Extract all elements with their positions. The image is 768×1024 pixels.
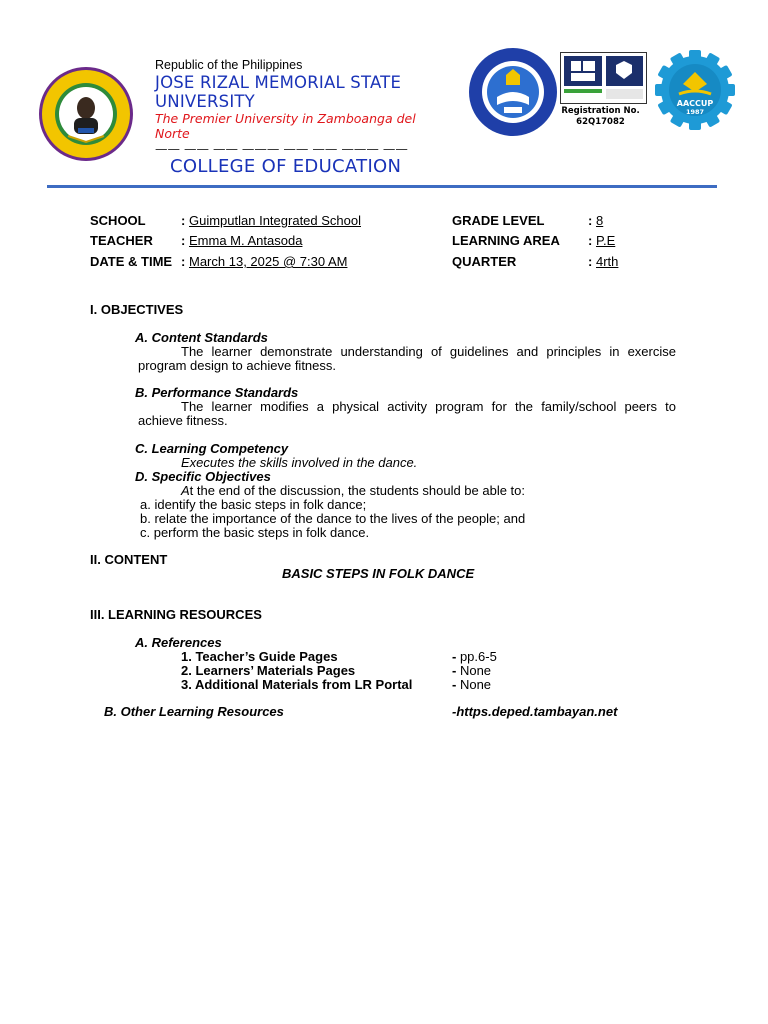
reference-dash: -: [452, 663, 457, 678]
iso-certification-badge: [560, 52, 647, 104]
grade-colon: :: [588, 213, 593, 228]
content-standards-heading: A. Content Standards: [135, 330, 268, 345]
learning-competency-heading: C. Learning Competency: [135, 441, 289, 456]
area-colon: :: [588, 233, 593, 248]
reference-value: [452, 649, 497, 664]
specific-objectives-intro: [181, 483, 525, 498]
grade-label: GRADE LEVEL: [452, 213, 545, 228]
lesson-title: BASIC STEPS IN FOLK DANCE: [282, 566, 475, 581]
school-value: Guimputlan Integrated School: [189, 213, 361, 228]
quarter-value: 4rth: [596, 254, 619, 269]
content-heading: II. CONTENT: [90, 552, 168, 567]
aaccup-label: AACCUP: [676, 99, 714, 108]
date-label: DATE & TIME: [90, 254, 173, 269]
reference-dash: -: [452, 649, 457, 664]
school-label: SCHOOL: [90, 213, 146, 228]
reference-value: [452, 677, 491, 692]
learning-resources-heading: III. LEARNING RESOURCES: [90, 607, 262, 622]
teacher-colon: :: [181, 233, 186, 248]
specific-objective-item: b. relate the importance of the dance to the lives of the people; and: [140, 511, 526, 526]
date-value: March 13, 2025 @ 7:30 AM: [189, 254, 348, 269]
header-text-block: [155, 58, 455, 156]
performance-standards-text: [138, 400, 676, 428]
content-standards-line2: program design to achieve fitness.: [138, 358, 336, 373]
registration-value: 62Q17082: [576, 117, 625, 127]
clipped-motto-line: —— —— —— ——— —— —— ——— ——: [155, 141, 408, 156]
reference-label: 2. Learners’ Materials Pages: [181, 663, 356, 678]
reference-value-text: None: [456, 663, 492, 678]
date-colon: :: [181, 254, 186, 269]
performance-standards-line1: The learner modifies a physical activity program for the family/school peers to: [181, 399, 676, 414]
content-standards-line1: The learner demonstrate understanding of guidelines and principles in exercise: [181, 344, 676, 359]
other-resources-link[interactable]: -https.deped.tambayan.net: [452, 704, 618, 719]
tagline-line2: Norte: [155, 126, 190, 141]
teacher-label: TEACHER: [90, 233, 153, 248]
specific-objective-item: a. identify the basic steps in folk dance;: [140, 497, 367, 512]
registration-number: [558, 106, 643, 128]
reference-label: 1. Teacher’s Guide Pages: [181, 649, 338, 664]
aaccup-year: 1987: [685, 108, 705, 116]
other-resources-heading: B. Other Learning Resources: [104, 704, 284, 719]
school-colon: :: [181, 213, 186, 228]
reference-value: [452, 663, 491, 678]
reference-value-text: pp.6-5: [456, 649, 497, 664]
specific-intro-rest: t the end of the discussion, the students should be able to:: [189, 483, 526, 498]
registration-label: Registration No.: [561, 106, 640, 116]
grade-value: 8: [596, 213, 604, 228]
references-heading: A. References: [135, 635, 222, 650]
performance-standards-heading: B. Performance Standards: [135, 385, 299, 400]
tagline-line1: The Premier University in Zamboanga del: [155, 111, 416, 126]
objectives-heading: I. OBJECTIVES: [90, 302, 184, 317]
college-title: COLLEGE OF EDUCATION: [170, 156, 402, 177]
specific-intro-italic: A: [181, 483, 190, 498]
performance-standards-line2: achieve fitness.: [138, 413, 228, 428]
cte-logo: [468, 47, 558, 137]
university-name-line2: UNIVERSITY: [155, 92, 255, 111]
aaccup-gear-logo: [648, 50, 742, 130]
university-name-line1: JOSE RIZAL MEMORIAL STATE: [155, 73, 402, 92]
jrmsu-seal-logo: [38, 66, 134, 162]
quarter-colon: :: [588, 254, 593, 269]
reference-dash: -: [452, 677, 457, 692]
teacher-value: Emma M. Antasoda: [189, 233, 303, 248]
area-value: P.E: [596, 233, 616, 248]
reference-label: 3. Additional Materials from LR Portal: [181, 677, 413, 692]
republic-label: Republic of the Philippines: [155, 58, 303, 72]
specific-objective-item: c. perform the basic steps in folk dance.: [140, 525, 370, 540]
content-standards-text: [138, 345, 676, 373]
learning-competency-text: Executes the skills involved in the dance.: [181, 455, 418, 470]
reference-value-text: None: [456, 677, 492, 692]
header-divider: [47, 185, 717, 188]
specific-objectives-heading: D. Specific Objectives: [135, 469, 271, 484]
quarter-label: QUARTER: [452, 254, 517, 269]
area-label: LEARNING AREA: [452, 233, 560, 248]
